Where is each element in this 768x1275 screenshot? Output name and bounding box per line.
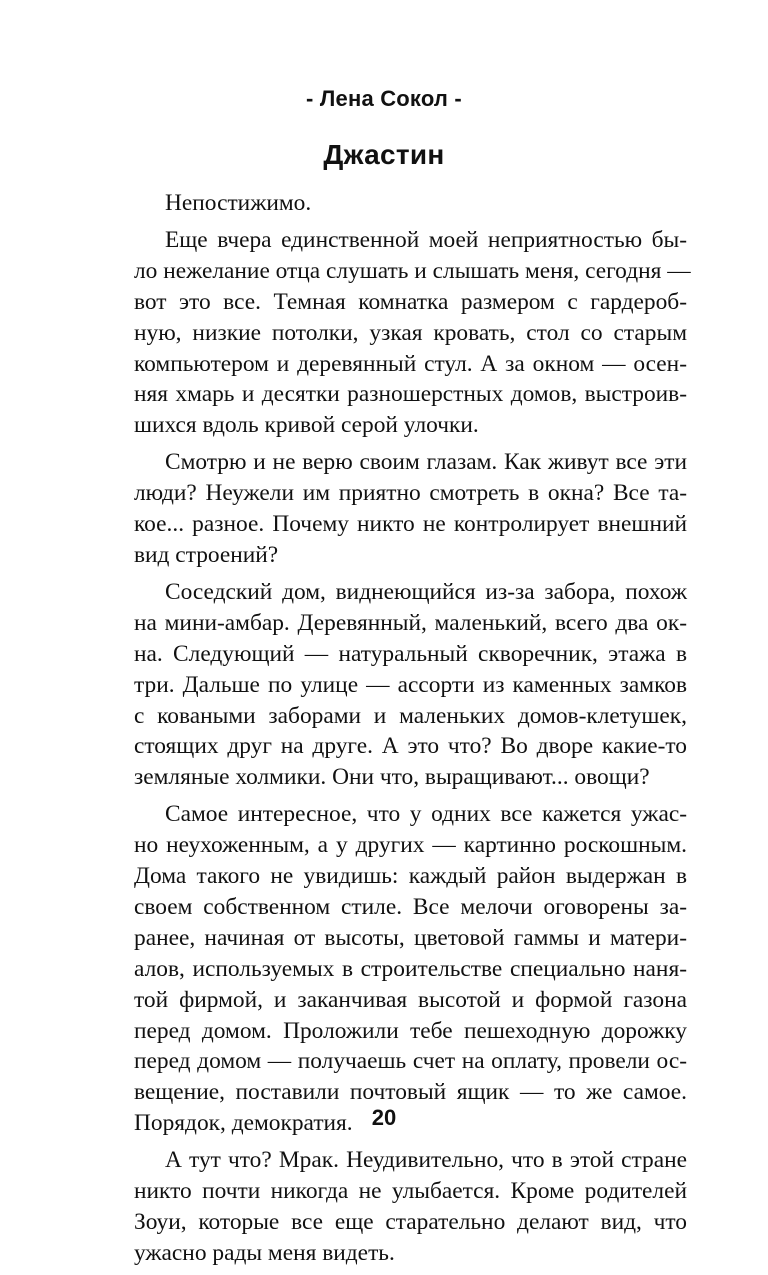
paragraph: [134, 799, 687, 1139]
text-line: перед домом. Проложили тебе пешеходную дорожку: [134, 1017, 687, 1044]
text-line: Непостижимо.: [165, 190, 312, 216]
text-line: Зоуи, которые все еще старательно делают вид, что: [134, 1209, 687, 1235]
text-line: алов, используемых в строительстве специально наня-: [134, 955, 687, 982]
paragraph: [134, 225, 691, 441]
text-line: кое... разное. Почему никто не контролирует внешний: [134, 511, 687, 538]
text-line: земляные холмики. Они что, выращивают... овощи?: [134, 764, 650, 791]
text-line: на. Следующий — натуральный скворечник, этажа в: [134, 640, 687, 667]
text-line: Дома такого не увидишь: каждый район выдержан в: [134, 863, 687, 890]
text-line: Смотрю и не верю своим глазам. Как живут все эти: [165, 449, 687, 476]
text-line: на мини-амбар. Деревянный, маленький, всего два ок-: [134, 609, 687, 636]
chapter-title: Джастин: [323, 139, 445, 170]
paragraph: [134, 577, 687, 793]
text-line: ужасно рады меня видеть.: [134, 1239, 395, 1266]
text-line: Соседский дом, виднеющийся из-за забора, похож: [165, 578, 687, 605]
text-line: няя хмарь и десятки разношерстных домов, выстроив-: [134, 381, 687, 408]
page-number: 20: [371, 1105, 397, 1130]
text-line: никто почти никогда не улыбается. Кроме родителей: [134, 1178, 687, 1205]
text-line: той фирмой, и заканчивая высотой и формой газона: [134, 986, 687, 1013]
text-line: вид строений?: [134, 541, 279, 568]
paragraph: [134, 188, 687, 219]
text-line: Самое интересное, что у одних все кажется ужас-: [165, 801, 687, 828]
text-line: Порядок, демократия.: [134, 1110, 353, 1137]
text-line: но неухоженным, а у других — картинно роскошным.: [134, 832, 687, 859]
text-line: с коваными заборами и маленьких домов-клетушек,: [134, 702, 687, 729]
text-line: компьютером и деревянный стул. А за окном — осен-: [134, 350, 687, 377]
text-line: ло нежелание отца слушать и слышать меня, сегодня —: [134, 257, 691, 284]
text-line: А тут что? Мрак. Неудивительно, что в этой стране: [165, 1147, 687, 1174]
text-line: ранее, начиная от высоты, цветовой гаммы и матери-: [134, 924, 687, 951]
text-line: вещение, поставили почтовый ящик — то же самое.: [134, 1079, 687, 1106]
text-line: шихся вдоль кривой серой улочки.: [134, 412, 479, 439]
text-line: Еще вчера единственной моей неприятностью бы-: [165, 226, 687, 253]
text-line: три. Дальше по улице — ассорти из каменных замков: [134, 671, 687, 698]
text-line: люди? Неужели им приятно смотреть в окна? Все та-: [134, 480, 687, 507]
paragraph: [134, 447, 687, 571]
text-line: перед домом — получаешь счет на оплату, провели ос-: [134, 1048, 687, 1075]
paragraph: [134, 1145, 687, 1269]
text-line: стоящих друг на друге. А это что? Во дворе какие-то: [134, 733, 687, 760]
running-head: - Лена Сокол -: [306, 86, 462, 111]
text-line: ную, низкие потолки, узкая кровать, стол со старым: [134, 319, 687, 346]
text-line: своем собственном стиле. Все мелочи оговорены за-: [134, 893, 687, 920]
text-line: вот это все. Темная комнатка размером с гардероб-: [134, 288, 687, 315]
